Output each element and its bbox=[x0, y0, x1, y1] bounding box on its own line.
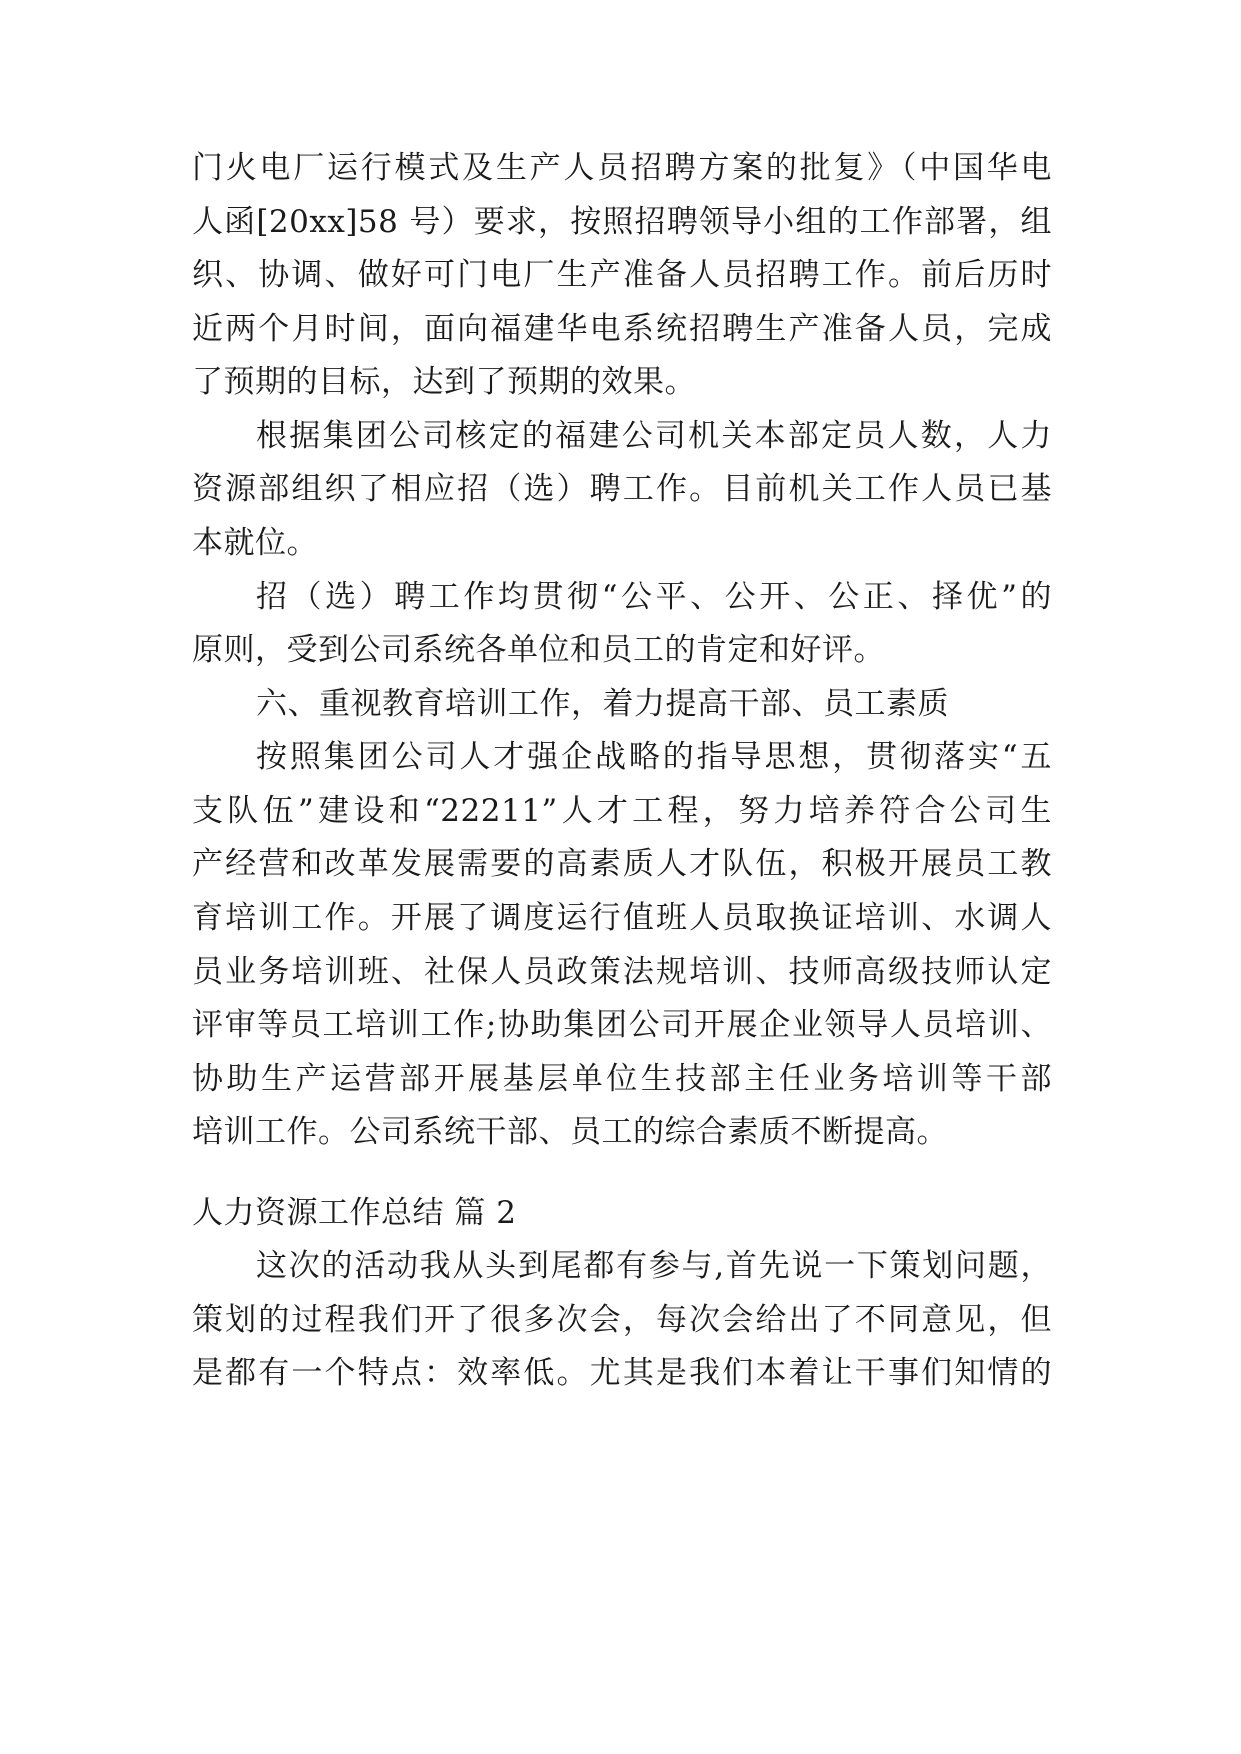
text-line: 员业务培训班、社保人员政策法规培训、技师高级技师认定 bbox=[192, 954, 1052, 990]
text-line: 了预期的目标，达到了预期的效果。 bbox=[192, 364, 696, 400]
text-line: 人函[20xx]58 号）要求，按照招聘领导小组的工作部署，组 bbox=[192, 204, 1052, 240]
text-line: 育培训工作。开展了调度运行值班人员取换证培训、水调人 bbox=[192, 900, 1052, 936]
section-heading: 六、重视教育培训工作，着力提高干部、员工素质 bbox=[256, 686, 949, 722]
article-title: 人力资源工作总结 篇 2 bbox=[192, 1195, 517, 1231]
text-line: 培训工作。公司系统干部、员工的综合素质不断提高。 bbox=[192, 1114, 948, 1150]
text-line: 产经营和改革发展需要的高素质人才队伍，积极开展员工教 bbox=[192, 846, 1052, 882]
text-line: 门火电厂运行模式及生产人员招聘方案的批复》（中国华电 bbox=[192, 150, 1052, 186]
paragraph-first-line: 这次的活动我从头到尾都有参与,首先说一下策划问题， bbox=[256, 1248, 1052, 1284]
text-line: 近两个月时间，面向福建华电系统招聘生产准备人员，完成 bbox=[192, 311, 1052, 347]
text-line: 织、协调、做好可门电厂生产准备人员招聘工作。前后历时 bbox=[192, 257, 1052, 293]
text-line: 评审等员工培训工作;协助集团公司开展企业领导人员培训、 bbox=[192, 1007, 1052, 1043]
paragraph-first-line: 按照集团公司人才强企战略的指导思想，贯彻落实“五 bbox=[256, 739, 1052, 775]
text-line: 资源部组织了相应招（选）聘工作。目前机关工作人员已基 bbox=[192, 471, 1052, 507]
text-line: 本就位。 bbox=[192, 525, 318, 561]
paragraph-first-line: 招（选）聘工作均贯彻“公平、公开、公正、择优”的 bbox=[256, 579, 1052, 615]
text-line: 支队伍”建设和“22211”人才工程，努力培养符合公司生 bbox=[192, 793, 1052, 829]
text-line: 是都有一个特点：效率低。尤其是我们本着让干事们知情的 bbox=[192, 1355, 1052, 1391]
text-line: 协助生产运营部开展基层单位生技部主任业务培训等干部 bbox=[192, 1061, 1052, 1097]
text-line: 原则，受到公司系统各单位和员工的肯定和好评。 bbox=[192, 632, 885, 668]
text-line: 策划的过程我们开了很多次会，每次会给出了不同意见，但 bbox=[192, 1302, 1052, 1338]
paragraph-first-line: 根据集团公司核定的福建公司机关本部定员人数，人力 bbox=[256, 418, 1052, 454]
